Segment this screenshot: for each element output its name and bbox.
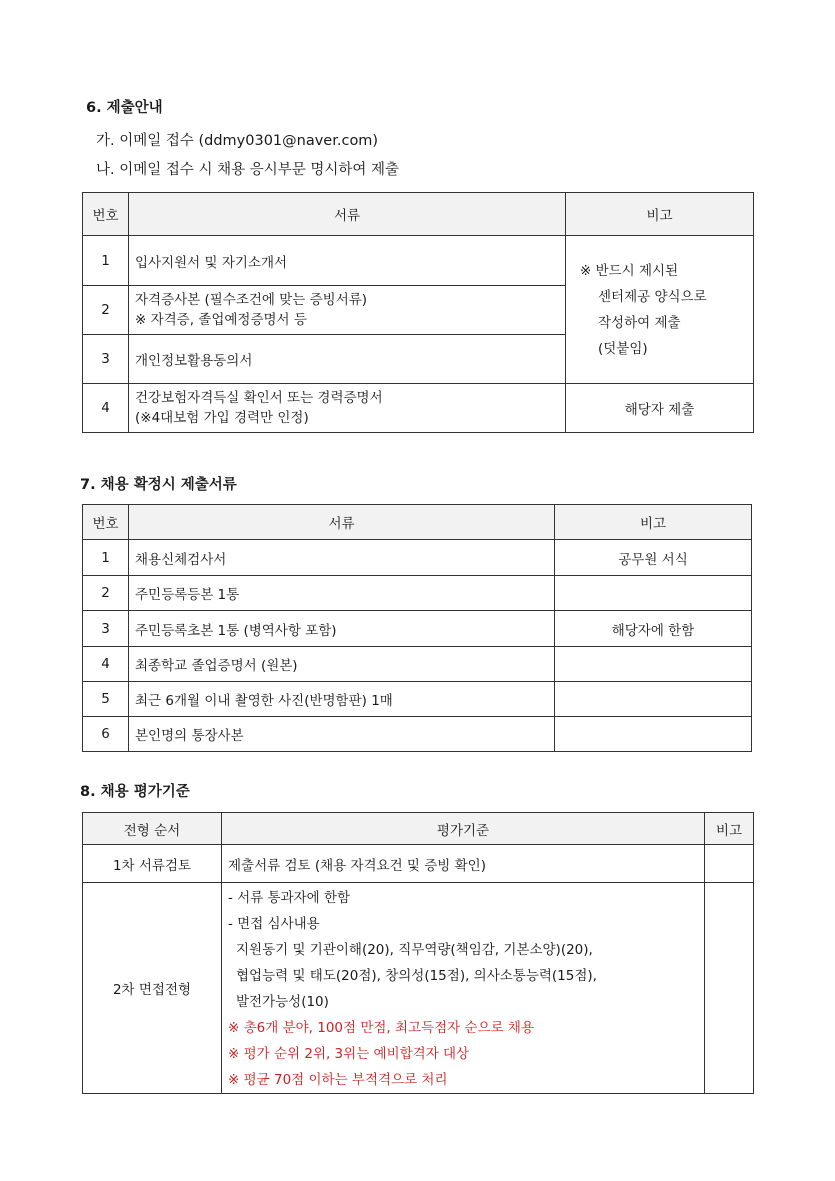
row-number: 1 [83, 236, 129, 286]
row-document: 입사지원서 및 자기소개서 [129, 236, 566, 286]
table-row [83, 845, 754, 883]
row-number: 2 [83, 286, 129, 335]
stage-note [705, 845, 754, 883]
evaluation-notice: ※ 총6개 분야, 100점 만점, 최고득점자 순으로 채용 [228, 1020, 534, 1036]
table-row [83, 682, 752, 717]
form-requirement-note: ※ 반드시 제시된 센터제공 양식으로 작성하여 제출 (덧붙임) [566, 236, 754, 384]
row-note: 해당자 제출 [566, 384, 754, 433]
header-stage: 전형 순서 [83, 813, 222, 845]
stage-name: 1차 서류검토 [83, 845, 222, 883]
row-document: 자격증사본 (필수조건에 맞는 증빙서류) ※ 자격증, 졸업예정증명서 등 [129, 286, 566, 335]
final-documents-table [82, 504, 752, 752]
section-6-title: 6. 제출안내 [86, 100, 163, 116]
header-note: 비고 [566, 193, 754, 236]
row-document: 최종학교 졸업증명서 (원본) [129, 647, 555, 682]
row-note [555, 647, 752, 682]
table-row [83, 611, 752, 647]
row-note [555, 717, 752, 752]
table-row [83, 883, 754, 1094]
table-row [83, 540, 752, 576]
row-document: 건강보험자격득실 확인서 또는 경력증명서 (※4대보험 가입 경력만 인정) [129, 384, 566, 433]
header-criteria: 평가기준 [222, 813, 705, 845]
row-document: 주민등록등본 1통 [129, 576, 555, 611]
row-number: 2 [83, 576, 129, 611]
submission-email-line: 가. 이메일 접수 (ddmy0301@naver.com) [96, 133, 379, 149]
evaluation-criteria-table [82, 812, 754, 1094]
stage-criteria: 제출서류 검토 (채용 자격요건 및 증빙 확인) [222, 845, 705, 883]
header-note: 비고 [555, 505, 752, 540]
submission-documents-table [82, 192, 754, 433]
submission-note-line: 나. 이메일 접수 시 채용 응시부문 명시하여 제출 [96, 162, 400, 178]
row-number: 6 [83, 717, 129, 752]
row-document: 채용신체검사서 [129, 540, 555, 576]
stage-criteria: - 서류 통과자에 한함 - 면접 심사내용 지원동기 및 기관이해(20), 직무역량(책임감, 기본소양)(20), 협업능력 및 태도(20점), 창의성(15점), 의사소통능력(15점), 발전가능성(10) ※ 총6개 분야, 100점 만점, 최고득점자 순으로 채용 ※ 평가 순위 2위, 3위는 예비합격자 대상 ※ 평균 70점 이하는 부적격으로 처리 [222, 883, 705, 1094]
header-number: 번호 [83, 193, 129, 236]
row-document: 본인명의 통장사본 [129, 717, 555, 752]
row-number: 4 [83, 384, 129, 433]
header-document: 서류 [129, 193, 566, 236]
section-8-title: 8. 채용 평가기준 [80, 784, 190, 800]
stage-note [705, 883, 754, 1094]
table-row [83, 576, 752, 611]
row-document: 개인정보활용동의서 [129, 335, 566, 384]
row-note: 해당자에 한함 [555, 611, 752, 647]
section-7-title: 7. 채용 확정시 제출서류 [80, 477, 237, 493]
row-number: 4 [83, 647, 129, 682]
header-number: 번호 [83, 505, 129, 540]
evaluation-notice: ※ 평균 70점 이하는 부적격으로 처리 [228, 1072, 448, 1088]
row-number: 5 [83, 682, 129, 717]
header-document: 서류 [129, 505, 555, 540]
row-number: 3 [83, 611, 129, 647]
row-number: 1 [83, 540, 129, 576]
row-note: 공무원 서식 [555, 540, 752, 576]
table-row [83, 717, 752, 752]
table-row [83, 384, 754, 433]
row-document: 최근 6개월 이내 촬영한 사진(반명함판) 1매 [129, 682, 555, 717]
table-row [83, 236, 754, 286]
table-row [83, 647, 752, 682]
row-note [555, 682, 752, 717]
evaluation-notice: ※ 평가 순위 2위, 3위는 예비합격자 대상 [228, 1046, 470, 1062]
stage-name: 2차 면접전형 [83, 883, 222, 1094]
header-note: 비고 [705, 813, 754, 845]
row-number: 3 [83, 335, 129, 384]
row-note [555, 576, 752, 611]
row-document: 주민등록초본 1통 (병역사항 포함) [129, 611, 555, 647]
